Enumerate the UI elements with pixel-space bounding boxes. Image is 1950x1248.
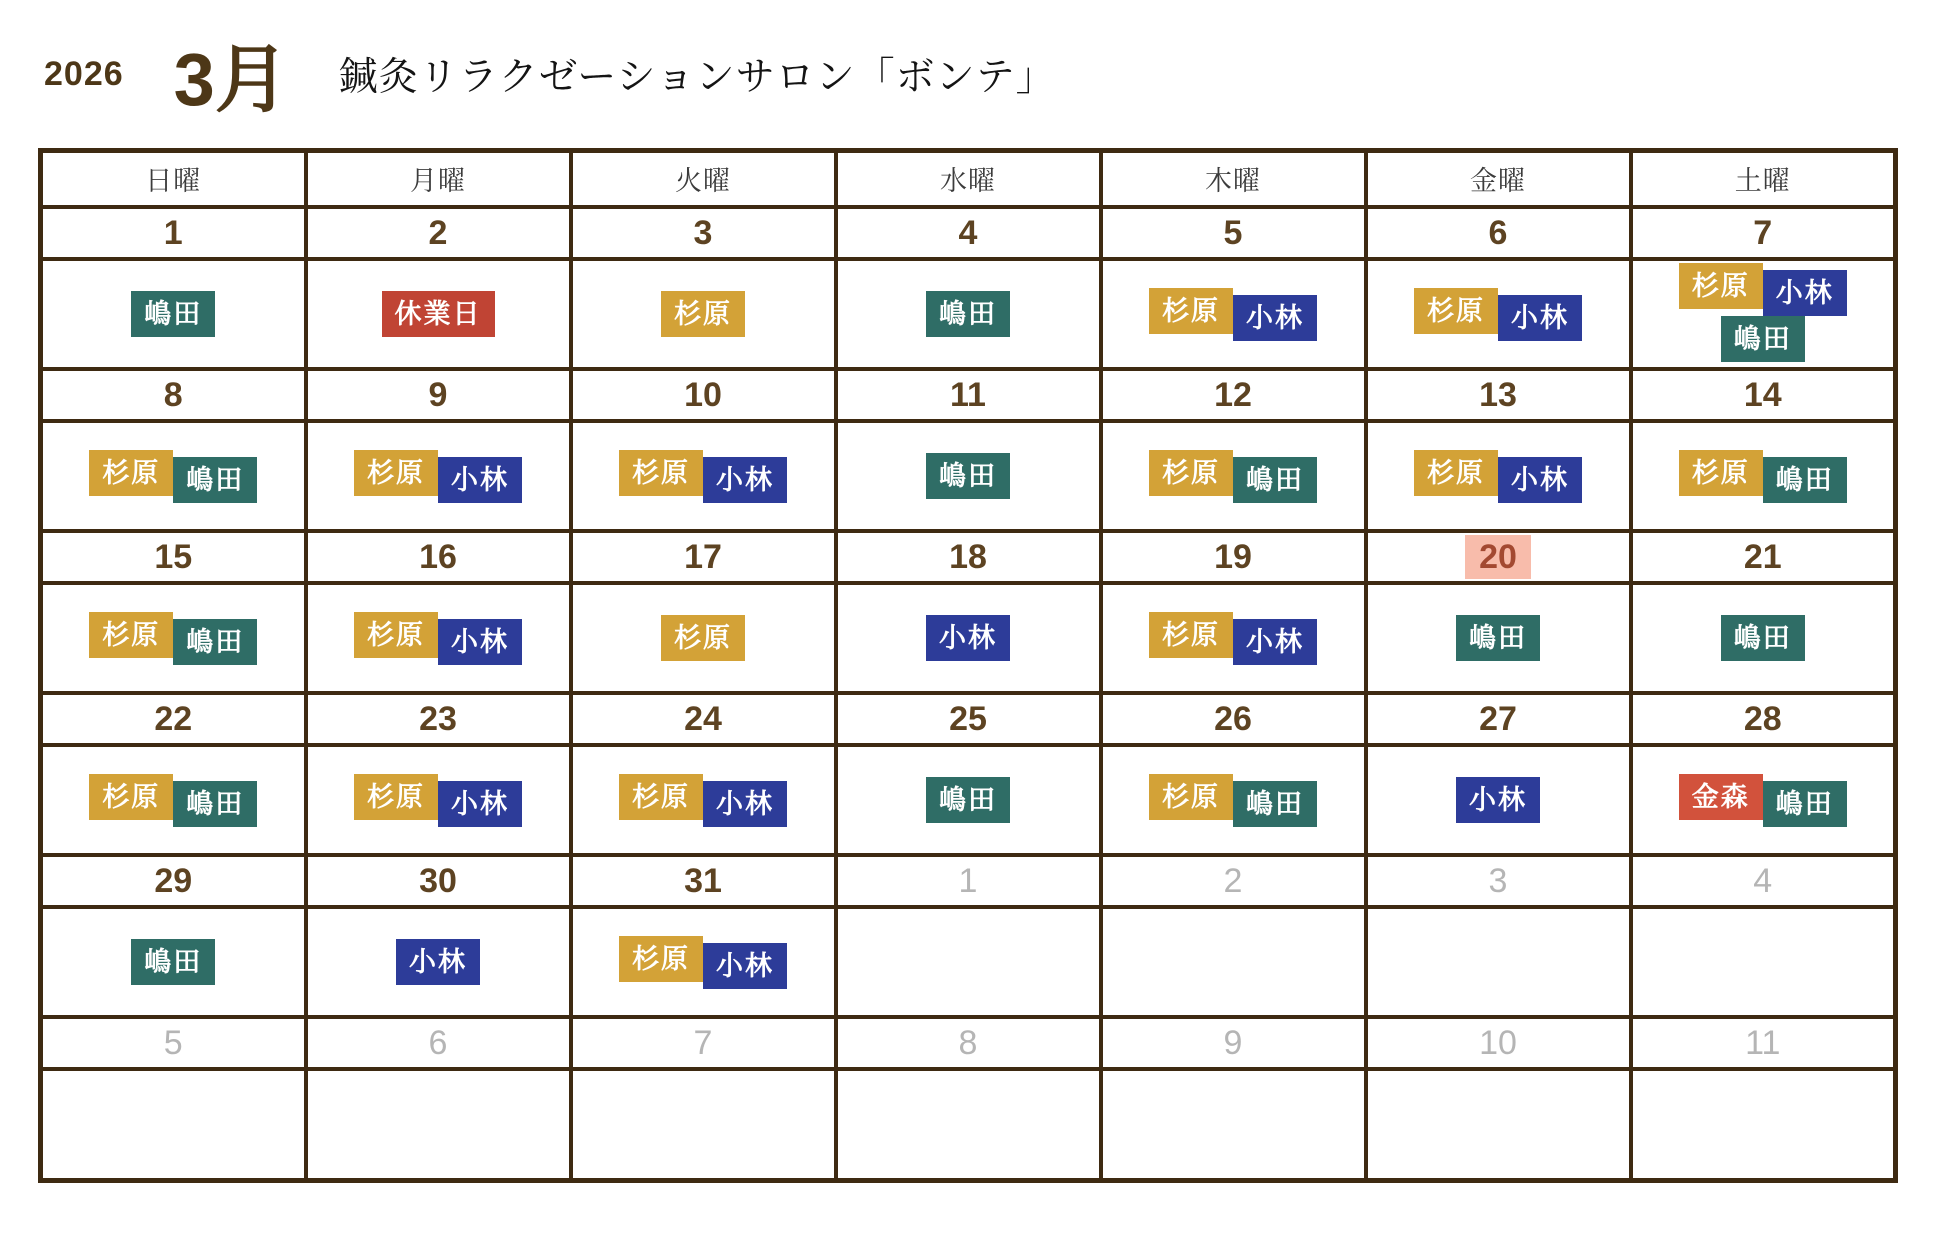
badge-line bbox=[308, 939, 569, 985]
weekday-wednesday: 水曜 bbox=[836, 151, 1101, 207]
date-row bbox=[41, 693, 1896, 745]
date-cell bbox=[41, 1017, 306, 1069]
staff-badge-sugihara: 杉原 bbox=[1149, 774, 1233, 820]
badge-cell bbox=[571, 1069, 836, 1181]
date-number-highlighted: 20 bbox=[1465, 535, 1531, 579]
badge-line bbox=[1103, 291, 1364, 337]
badge-cell bbox=[41, 1069, 306, 1181]
staff-badge-shimada: 嶋田 bbox=[926, 291, 1010, 337]
date-cell bbox=[1631, 1017, 1896, 1069]
badge-cell bbox=[836, 259, 1101, 369]
staff-badge-sugihara: 杉原 bbox=[354, 774, 438, 820]
badge-cell bbox=[41, 583, 306, 693]
staff-badge-kobayashi: 小林 bbox=[1498, 457, 1582, 503]
staff-badge-sugihara: 杉原 bbox=[619, 936, 703, 982]
badge-line bbox=[1103, 453, 1364, 499]
staff-badge-shimada: 嶋田 bbox=[1233, 457, 1317, 503]
staff-badge-sugihara: 杉原 bbox=[1679, 263, 1763, 309]
date-number: 14 bbox=[1743, 375, 1782, 414]
badge-line bbox=[1368, 777, 1629, 823]
badge-cell bbox=[571, 907, 836, 1017]
date-cell bbox=[836, 531, 1101, 583]
badge-cell bbox=[1101, 421, 1366, 531]
date-number: 15 bbox=[154, 537, 193, 576]
date-number: 3 bbox=[1488, 861, 1508, 900]
date-number: 19 bbox=[1214, 537, 1252, 576]
date-cell bbox=[306, 369, 571, 421]
badge-line bbox=[1633, 453, 1894, 499]
badge-line bbox=[43, 453, 304, 499]
date-cell bbox=[1366, 531, 1631, 583]
badge-cell bbox=[571, 421, 836, 531]
date-number: 4 bbox=[1753, 861, 1773, 900]
badge-cell bbox=[41, 907, 306, 1017]
staff-badge-shimada: 嶋田 bbox=[1233, 781, 1317, 827]
date-number: 31 bbox=[684, 861, 722, 900]
staff-badge-row bbox=[41, 907, 1896, 1017]
staff-badge-kanamori: 金森 bbox=[1679, 774, 1763, 820]
staff-badge-sugihara: 杉原 bbox=[661, 291, 745, 337]
badge-cell bbox=[1101, 259, 1366, 369]
badge-line bbox=[1633, 615, 1894, 661]
date-number: 29 bbox=[154, 861, 193, 900]
date-cell bbox=[1631, 207, 1896, 259]
staff-badge-shimada: 嶋田 bbox=[1721, 316, 1805, 362]
badge-cell bbox=[1631, 907, 1896, 1017]
staff-badge-kobayashi: 小林 bbox=[1498, 295, 1582, 341]
date-cell bbox=[836, 1017, 1101, 1069]
staff-badge-sugihara: 杉原 bbox=[1149, 612, 1233, 658]
date-cell bbox=[1631, 531, 1896, 583]
date-number: 11 bbox=[950, 375, 986, 414]
staff-badge-kobayashi: 小林 bbox=[438, 781, 522, 827]
date-cell bbox=[41, 855, 306, 907]
date-cell bbox=[1631, 855, 1896, 907]
badge-line bbox=[1103, 615, 1364, 661]
badge-cell bbox=[1366, 1069, 1631, 1181]
badge-line bbox=[573, 615, 834, 661]
date-cell bbox=[306, 531, 571, 583]
badge-line bbox=[43, 615, 304, 661]
badge-cell bbox=[836, 745, 1101, 855]
calendar-header bbox=[44, 0, 1056, 148]
date-number: 8 bbox=[958, 1023, 978, 1062]
weekday-header-row bbox=[41, 151, 1896, 207]
date-number: 25 bbox=[949, 699, 987, 738]
badge-line bbox=[43, 291, 304, 337]
date-number: 23 bbox=[419, 699, 457, 738]
date-number: 30 bbox=[419, 861, 457, 900]
date-cell bbox=[306, 855, 571, 907]
date-row bbox=[41, 1017, 1896, 1069]
date-number: 17 bbox=[684, 537, 722, 576]
date-row bbox=[41, 369, 1896, 421]
badge-cell bbox=[306, 259, 571, 369]
badge-line bbox=[838, 615, 1099, 661]
badge-line bbox=[1368, 453, 1629, 499]
staff-badge-closed: 休業日 bbox=[382, 291, 495, 337]
badge-line bbox=[573, 291, 834, 337]
badge-cell bbox=[306, 1069, 571, 1181]
badge-line bbox=[838, 453, 1099, 499]
date-number: 28 bbox=[1743, 699, 1782, 738]
date-number: 1 bbox=[958, 861, 978, 900]
date-cell bbox=[41, 693, 306, 745]
date-number: 7 bbox=[693, 1023, 713, 1062]
date-number: 11 bbox=[1745, 1023, 1781, 1062]
date-number: 7 bbox=[1753, 213, 1773, 252]
date-number: 26 bbox=[1214, 699, 1252, 738]
staff-badge-sugihara: 杉原 bbox=[1414, 450, 1498, 496]
date-cell bbox=[1366, 693, 1631, 745]
staff-badge-sugihara: 杉原 bbox=[619, 450, 703, 496]
date-cell bbox=[836, 693, 1101, 745]
date-number: 12 bbox=[1214, 375, 1252, 414]
staff-badge-kobayashi: 小林 bbox=[1233, 295, 1317, 341]
weekday-thursday: 木曜 bbox=[1101, 151, 1366, 207]
date-cell bbox=[1101, 531, 1366, 583]
badge-cell bbox=[1101, 583, 1366, 693]
date-cell bbox=[1631, 369, 1896, 421]
badge-line bbox=[1368, 615, 1629, 661]
date-cell bbox=[1631, 693, 1896, 745]
staff-badge-sugihara: 杉原 bbox=[619, 774, 703, 820]
badge-cell bbox=[1366, 421, 1631, 531]
weekday-tuesday: 火曜 bbox=[571, 151, 836, 207]
badge-cell bbox=[571, 745, 836, 855]
staff-badge-sugihara: 杉原 bbox=[354, 612, 438, 658]
badge-cell bbox=[836, 583, 1101, 693]
staff-badge-kobayashi: 小林 bbox=[703, 457, 787, 503]
staff-badge-kobayashi: 小林 bbox=[1763, 270, 1847, 316]
date-number: 16 bbox=[419, 537, 457, 576]
date-cell bbox=[1366, 369, 1631, 421]
date-cell bbox=[41, 369, 306, 421]
staff-badge-shimada: 嶋田 bbox=[1763, 781, 1847, 827]
date-cell bbox=[306, 207, 571, 259]
badge-cell bbox=[1631, 421, 1896, 531]
date-number: 9 bbox=[1223, 1023, 1243, 1062]
badge-cell bbox=[571, 259, 836, 369]
date-number: 8 bbox=[163, 375, 183, 414]
date-cell bbox=[1101, 855, 1366, 907]
staff-badge-kobayashi: 小林 bbox=[703, 781, 787, 827]
date-cell bbox=[571, 207, 836, 259]
staff-badge-kobayashi: 小林 bbox=[926, 615, 1010, 661]
staff-badge-shimada: 嶋田 bbox=[1456, 615, 1540, 661]
staff-badge-sugihara: 杉原 bbox=[354, 450, 438, 496]
weekday-saturday: 土曜 bbox=[1631, 151, 1896, 207]
date-cell bbox=[306, 1017, 571, 1069]
date-cell bbox=[1101, 693, 1366, 745]
date-number: 21 bbox=[1743, 537, 1782, 576]
date-number: 24 bbox=[684, 699, 722, 738]
date-cell bbox=[1101, 1017, 1366, 1069]
badge-cell bbox=[41, 421, 306, 531]
staff-badge-kobayashi: 小林 bbox=[396, 939, 480, 985]
staff-badge-kobayashi: 小林 bbox=[1456, 777, 1540, 823]
badge-cell bbox=[306, 745, 571, 855]
date-number: 6 bbox=[1488, 213, 1508, 252]
date-row bbox=[41, 531, 1896, 583]
badge-line bbox=[838, 777, 1099, 823]
staff-badge-row bbox=[41, 583, 1896, 693]
badge-line bbox=[573, 453, 834, 499]
badge-cell bbox=[1631, 583, 1896, 693]
salon-title: 鍼灸リラクゼーションサロン「ボンテ」 bbox=[338, 56, 1056, 99]
staff-badge-shimada: 嶋田 bbox=[1721, 615, 1805, 661]
badge-line bbox=[43, 939, 304, 985]
date-cell bbox=[836, 369, 1101, 421]
badge-cell bbox=[1366, 745, 1631, 855]
staff-badge-sugihara: 杉原 bbox=[89, 450, 173, 496]
staff-badge-shimada: 嶋田 bbox=[926, 777, 1010, 823]
badge-line bbox=[1103, 777, 1364, 823]
date-number: 22 bbox=[154, 699, 193, 738]
badge-line bbox=[1633, 316, 1894, 362]
badge-cell bbox=[306, 421, 571, 531]
date-number: 13 bbox=[1479, 375, 1517, 414]
date-cell bbox=[41, 207, 306, 259]
staff-badge-row bbox=[41, 745, 1896, 855]
badge-cell bbox=[41, 745, 306, 855]
staff-badge-shimada: 嶋田 bbox=[926, 453, 1010, 499]
badge-line bbox=[1633, 777, 1894, 823]
date-cell bbox=[1366, 207, 1631, 259]
date-cell bbox=[571, 1017, 836, 1069]
badge-cell bbox=[1631, 1069, 1896, 1181]
badge-cell bbox=[1631, 745, 1896, 855]
date-number: 5 bbox=[163, 1023, 183, 1062]
date-cell bbox=[306, 693, 571, 745]
badge-cell bbox=[1366, 907, 1631, 1017]
schedule-calendar-table bbox=[38, 148, 1898, 1183]
date-number: 4 bbox=[958, 213, 978, 252]
date-cell bbox=[41, 531, 306, 583]
badge-line bbox=[308, 453, 569, 499]
badge-cell bbox=[1366, 259, 1631, 369]
badge-cell bbox=[41, 259, 306, 369]
date-row bbox=[41, 207, 1896, 259]
badge-cell bbox=[571, 583, 836, 693]
staff-badge-shimada: 嶋田 bbox=[131, 939, 215, 985]
badge-cell bbox=[836, 421, 1101, 531]
date-cell bbox=[836, 207, 1101, 259]
date-number: 1 bbox=[163, 213, 183, 252]
staff-badge-row bbox=[41, 1069, 1896, 1181]
staff-badge-sugihara: 杉原 bbox=[1414, 288, 1498, 334]
staff-badge-sugihara: 杉原 bbox=[661, 615, 745, 661]
badge-line bbox=[573, 939, 834, 985]
badge-line bbox=[838, 291, 1099, 337]
badge-line bbox=[308, 615, 569, 661]
badge-cell bbox=[306, 583, 571, 693]
date-cell bbox=[1101, 369, 1366, 421]
date-number: 10 bbox=[684, 375, 722, 414]
date-cell bbox=[1366, 855, 1631, 907]
badge-cell bbox=[306, 907, 571, 1017]
date-cell bbox=[571, 531, 836, 583]
staff-badge-sugihara: 杉原 bbox=[89, 612, 173, 658]
date-number: 6 bbox=[428, 1023, 448, 1062]
badge-line bbox=[308, 291, 569, 337]
staff-badge-sugihara: 杉原 bbox=[89, 774, 173, 820]
staff-badge-row bbox=[41, 421, 1896, 531]
date-number: 2 bbox=[1223, 861, 1243, 900]
badge-cell bbox=[1101, 1069, 1366, 1181]
date-cell bbox=[836, 855, 1101, 907]
staff-badge-kobayashi: 小林 bbox=[1233, 619, 1317, 665]
staff-badge-shimada: 嶋田 bbox=[173, 619, 257, 665]
staff-badge-row bbox=[41, 259, 1896, 369]
staff-badge-kobayashi: 小林 bbox=[438, 457, 522, 503]
badge-line bbox=[1633, 266, 1894, 312]
year-label: 2026 bbox=[44, 54, 124, 93]
badge-line bbox=[1368, 291, 1629, 337]
badge-cell bbox=[1366, 583, 1631, 693]
badge-cell bbox=[1631, 259, 1896, 369]
date-number: 9 bbox=[428, 375, 448, 414]
badge-line bbox=[308, 777, 569, 823]
date-cell bbox=[571, 855, 836, 907]
weekday-sunday: 日曜 bbox=[41, 151, 306, 207]
date-cell bbox=[1101, 207, 1366, 259]
date-cell bbox=[571, 693, 836, 745]
staff-badge-sugihara: 杉原 bbox=[1149, 288, 1233, 334]
date-cell bbox=[571, 369, 836, 421]
badge-line bbox=[43, 777, 304, 823]
weekday-friday: 金曜 bbox=[1366, 151, 1631, 207]
date-number: 3 bbox=[693, 213, 713, 252]
staff-badge-sugihara: 杉原 bbox=[1679, 450, 1763, 496]
badge-line bbox=[573, 777, 834, 823]
date-number: 2 bbox=[428, 213, 448, 252]
staff-badge-shimada: 嶋田 bbox=[1763, 457, 1847, 503]
date-number: 10 bbox=[1479, 1023, 1517, 1062]
badge-cell bbox=[836, 907, 1101, 1017]
month-label: 3月 bbox=[173, 38, 289, 121]
staff-badge-sugihara: 杉原 bbox=[1149, 450, 1233, 496]
date-row bbox=[41, 855, 1896, 907]
badge-cell bbox=[1101, 907, 1366, 1017]
date-number: 5 bbox=[1223, 213, 1243, 252]
staff-badge-shimada: 嶋田 bbox=[173, 457, 257, 503]
staff-badge-kobayashi: 小林 bbox=[438, 619, 522, 665]
date-number: 27 bbox=[1479, 699, 1517, 738]
date-cell bbox=[1366, 1017, 1631, 1069]
badge-cell bbox=[836, 1069, 1101, 1181]
calendar-body bbox=[41, 207, 1896, 1181]
staff-badge-shimada: 嶋田 bbox=[173, 781, 257, 827]
badge-cell bbox=[1101, 745, 1366, 855]
date-number: 18 bbox=[949, 537, 987, 576]
staff-badge-kobayashi: 小林 bbox=[703, 943, 787, 989]
weekday-monday: 月曜 bbox=[306, 151, 571, 207]
staff-badge-shimada: 嶋田 bbox=[131, 291, 215, 337]
